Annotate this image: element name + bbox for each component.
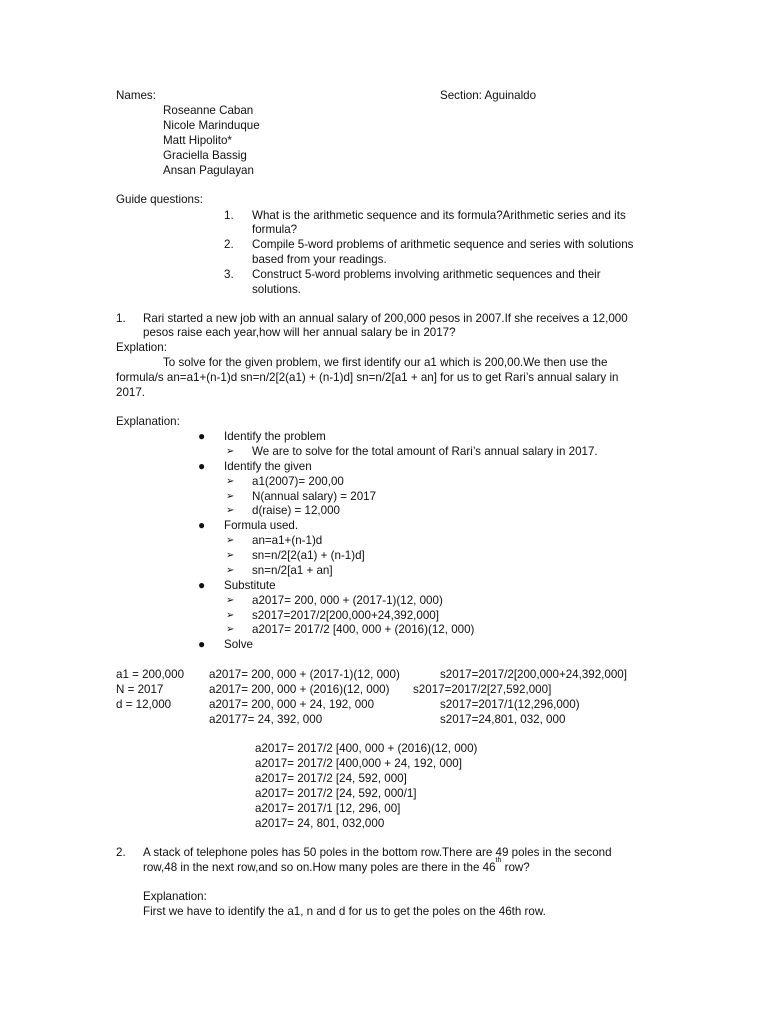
arrow-bullet-icon: ➢ xyxy=(226,624,235,635)
name-item: Roseanne Caban xyxy=(163,104,254,117)
solve-step: a2017= 2017/2 [24, 592, 000] xyxy=(255,772,407,785)
guide-text: Construct 5-word problems involving arithmetic sequences and their xyxy=(252,268,601,281)
guide-text: based from your readings. xyxy=(252,253,387,266)
explanation-label: Explanation: xyxy=(143,890,207,903)
problem-text: pesos raise each year,how will her annual salary be in 2017? xyxy=(143,326,456,339)
name-item: Matt Hipolito* xyxy=(163,134,232,147)
problem-text xyxy=(143,857,530,875)
solve-step: a20177= 24, 392, 000 xyxy=(209,713,323,726)
bullet-dot-icon: ● xyxy=(198,459,206,473)
guide-text: Compile 5-word problems of arithmetic sequence and series with solutions xyxy=(252,238,634,251)
arrow-bullet-icon: ➢ xyxy=(226,535,235,546)
arrow-bullet-icon: ➢ xyxy=(226,446,235,457)
explanation-text: formula/s an=a1+(n-1)d sn=n/2[2(a1) + (n-1)d] sn=n/2[a1 + an] for us to get Rari’s annual salary in xyxy=(116,371,619,384)
solve-step: a2017= 200, 000 + (2017-1)(12, 000) xyxy=(209,668,400,681)
bullet-label: Substitute xyxy=(224,579,276,592)
guide-text: solutions. xyxy=(252,283,301,296)
explanation-label: Explanation: xyxy=(116,415,180,428)
problem-number: 1. xyxy=(116,312,126,325)
bullet-label: Solve xyxy=(224,638,254,651)
explanation-text: To solve for the given problem, we first identify our a1 which is 200,00.We then use the xyxy=(163,356,608,369)
solve-step: a2017= 200, 000 + (2016)(12, 000) xyxy=(209,683,390,696)
solve-step: s2017=2017/2[200,000+24,392,000] xyxy=(440,668,627,681)
arrow-bullet-icon: ➢ xyxy=(226,505,235,516)
sub-bullet: a1(2007)= 200,00 xyxy=(252,475,344,488)
solve-step: a2017= 200, 000 + 24, 192, 000 xyxy=(209,698,375,711)
bullet-label: Identify the given xyxy=(224,460,312,473)
solve-given: d = 12,000 xyxy=(116,698,172,711)
solve-given: N = 2017 xyxy=(116,683,164,696)
sub-bullet: a2017= 200, 000 + (2017-1)(12, 000) xyxy=(252,594,443,607)
solve-step: a2017= 2017/2 [400, 000 + (2016)(12, 000) xyxy=(255,742,478,755)
sub-bullet: d(raise) = 12,000 xyxy=(252,504,340,517)
sub-bullet: an=a1+(n-1)d xyxy=(252,534,323,547)
sub-bullet: We are to solve for the total amount of Rari’s annual salary in 2017. xyxy=(252,445,598,458)
solve-step: s2017=2017/1(12,296,000) xyxy=(440,698,580,711)
names-label: Names: xyxy=(116,89,156,102)
guide-text: formula? xyxy=(252,223,298,236)
problem-text: A stack of telephone poles has 50 poles in the bottom row.There are 49 poles in the second xyxy=(143,846,612,859)
solve-given: a1 = 200,000 xyxy=(116,668,185,681)
name-item: Graciella Bassig xyxy=(163,149,247,162)
arrow-bullet-icon: ➢ xyxy=(226,550,235,561)
solve-step: a2017= 24, 801, 032,000 xyxy=(255,817,385,830)
superscript: th xyxy=(495,857,502,865)
bullet-dot-icon: ● xyxy=(198,578,206,592)
guide-num: 1. xyxy=(224,209,234,222)
sub-bullet: sn=n/2[2(a1) + (n-1)d] xyxy=(252,549,365,562)
arrow-bullet-icon: ➢ xyxy=(226,565,235,576)
guide-text: What is the arithmetic sequence and its formula?Arithmetic series and its xyxy=(252,209,626,222)
section-label: Section: Aguinaldo xyxy=(440,89,537,102)
bullet-dot-icon: ● xyxy=(198,518,206,532)
arrow-bullet-icon: ➢ xyxy=(226,595,235,606)
guide-num: 3. xyxy=(224,268,234,281)
arrow-bullet-icon: ➢ xyxy=(226,476,235,487)
solve-step: a2017= 2017/1 [12, 296, 00] xyxy=(255,802,401,815)
name-item: Ansan Pagulayan xyxy=(163,164,254,177)
bullet-dot-icon: ● xyxy=(198,637,206,651)
solve-step: s2017=24,801, 032, 000 xyxy=(440,713,566,726)
solve-step: s2017=2017/2[27,592,000] xyxy=(413,683,552,696)
name-item: Nicole Marinduque xyxy=(163,119,260,132)
sub-bullet: sn=n/2[a1 + an] xyxy=(252,564,333,577)
guide-label: Guide questions: xyxy=(116,193,204,206)
solve-step: a2017= 2017/2 [24, 592, 000/1] xyxy=(255,787,417,800)
problem-number: 2. xyxy=(116,846,126,859)
arrow-bullet-icon: ➢ xyxy=(226,610,235,621)
solve-step: a2017= 2017/2 [400,000 + 24, 192, 000] xyxy=(255,757,462,770)
sub-bullet: s2017=2017/2[200,000+24,392,000] xyxy=(252,609,439,622)
explation-label: Explation: xyxy=(116,341,167,354)
sub-bullet: a2017= 2017/2 [400, 000 + (2016)(12, 000) xyxy=(252,623,475,636)
problem-text-part: row,48 in the next row,and so on.How many poles are there in the 46 xyxy=(143,861,496,874)
bullet-dot-icon: ● xyxy=(198,429,206,443)
problem-text: Rari started a new job with an annual salary of 200,000 pesos in 2007.If she receives a 12,000 xyxy=(143,312,628,325)
bullet-label: Identify the problem xyxy=(224,430,326,443)
sub-bullet: N(annual salary) = 2017 xyxy=(252,490,377,503)
arrow-bullet-icon: ➢ xyxy=(226,491,235,502)
explanation-text: 2017. xyxy=(116,386,146,399)
explanation-text: First we have to identify the a1, n and d for us to get the poles on the 46th row. xyxy=(143,905,546,918)
guide-num: 2. xyxy=(224,238,234,251)
problem-text-part: row? xyxy=(501,861,530,874)
bullet-label: Formula used. xyxy=(224,519,299,532)
